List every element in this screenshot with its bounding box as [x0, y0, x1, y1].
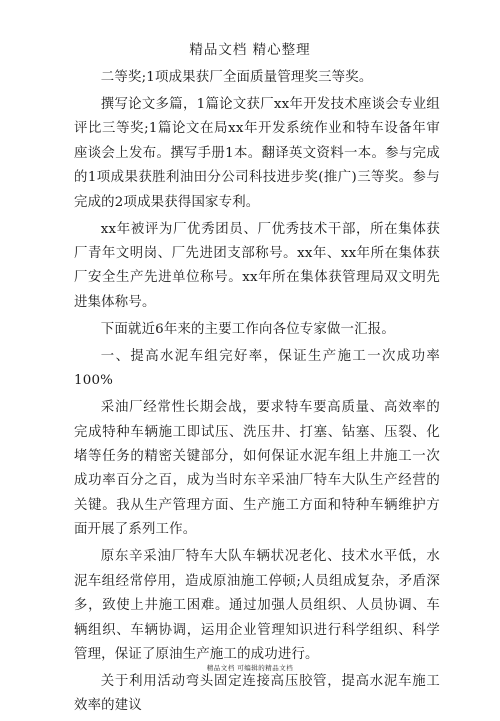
page-footer: 精品文档 可编辑的精品文档 [206, 664, 294, 672]
section-heading-1: 一、提高水泥车组完好率，保证生产施工一次成功率100% [74, 348, 440, 389]
paragraph-intro-report: 下面就近6年来的主要工作向各位专家做一汇报。 [100, 321, 395, 337]
paragraph-production-challenge: 采油厂经常性长期会战，要求特车要高质量、高效率的完成特种车辆施工即试压、洗压井、打塞、钻塞、压裂、化堵等任务的精密关键部分，如何保证水泥车组上井施工一次成功率百分之百，成为当时东辛采油厂特车大队生产经营的关键。我从生产管理方面、生产施工方面和特种车辆维护方面开展了系列工作。 [74, 400, 440, 538]
paragraph-awards-continued: 二等奖;1项成果获厂全面质量管理奖三等奖。 [100, 70, 373, 85]
paragraph-papers: 撰写论文多篇，1篇论文获厂xx年开发技术座谈会专业组评比三等奖;1篇论文在局xx年开发系统作业和特车设备年审座谈会上发布。撰写手册1本。翻译英文资料一本。参与完成的1项成果获胜利油田分公司科技进步奖(推广)三等奖。参与完成的2项成果获得国家专利。 [74, 97, 440, 210]
paragraph-honors: xx年被评为厂优秀团员、厂优秀技术干部，所在集体获厂青年文明岗、厂先进团支部称号。xx年、xx年所在集体获厂安全生产先进单位称号。xx年所在集体获管理局双文明先进集体称号。 [74, 221, 440, 310]
paragraph-management: 原东辛采油厂特车大队车辆状况老化、技术水平低，水泥车组经常停用，造成原油施工停顿;人员组成复杂，矛盾深多，致使上井施工困难。通过加强人员组织、人员协调、车辆组织、车辆协调，运用企业管理知识进行科学组织、科学管理，保证了原油生产施工的成功进行。 [74, 549, 440, 662]
page-header: 精品文档 精心整理 [189, 42, 311, 58]
document-body [74, 66, 440, 721]
paragraph-suggestion-title: 关于利用活动弯头固定连接高压胶管，提高水泥车施工效率的建议 [74, 673, 440, 714]
